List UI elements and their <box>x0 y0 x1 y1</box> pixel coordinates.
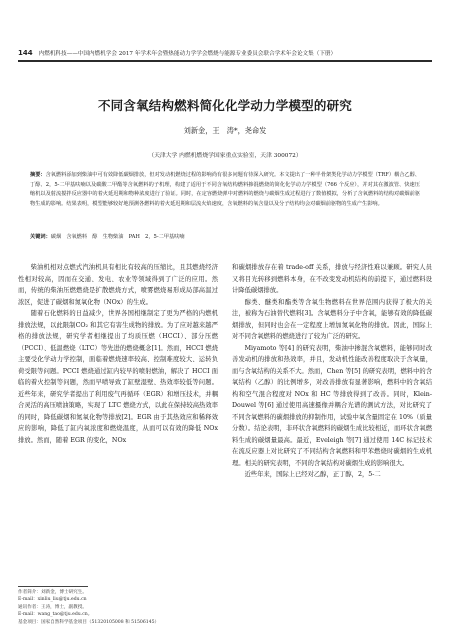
keywords-label: 关键词： <box>30 234 51 240</box>
footnote-line: 作者简介：刘新金，博士研究生。 <box>18 590 87 595</box>
abstract-text: 含氧燃料添加到柴油中可有效降低碳烟排放，但对发动机燃烧过程的影响尚有很多问题有待深入研究。本文提出了一种半骨架类化学动力学模型（TRF）耦合乙醇、丁醇、2，5-二甲基呋喃以及碳酸二甲酯等含氧燃料的子机理，构建了适用于不同含氧结构燃料掺混燃烧的简化化学动力学模型（766 个反应），并对其在激波管、快速压缩机以及射流搅拌反应器中的着火延迟期和物种浓度进行了验证。同时，在定容燃烧弹中对燃料的燃烧与碳烟生成过程进行了数值模拟，分析了含氧燃料的结构对碳烟前驱物生成的影响。结果表明，模型能够较好地预测各燃料的着火延迟期和层流火焰速度，含氧燃料的氧含量以及分子结构均会对碳烟前驱物的生成产生影响。 <box>30 172 420 207</box>
running-title: 内燃机科技——中国内燃机学会 2017 年学术年会暨热能动力学学会燃烧与能源专业委员会联合学术年会论文集（下册） <box>38 51 337 57</box>
running-header <box>18 46 432 60</box>
header-rule <box>18 60 432 62</box>
footnote-line: E-mail：wang_tao@tju.edu.cn。 <box>18 612 93 618</box>
right-paragraph: 近些年来，国际上已经对乙醇，正丁醇，2，5-二 <box>244 471 381 478</box>
keywords <box>30 233 420 242</box>
footnote-line: E-mail：xinliu_liu@tju.edu.cn <box>18 597 87 603</box>
keywords-text: 碳烟 含氧燃料 醇 生物柴油 PAH 2，5-二甲基呋喃 <box>50 234 185 240</box>
left-column <box>18 262 218 446</box>
right-paragraph: 醇类、醚类和酯类等含氧生物燃料在世界范围内获得了极大的关注，被称为石油替代燃料[3]。含氧燃料分子中含氧，能够有效的降低碳烟排放，但同时也会在一定程度上增加氮氧化物的排放。因此，国际上对不同含氧燃料的燃烧进行了较为广泛的研究。 <box>232 298 432 340</box>
right-paragraph: Miyamoto 等[4] 的研究表明，柴油中掺混含氧燃料，能够同时改善发动机的排放和热效率，并且，发动机性能改善程度取决于含氧量，而与含氧结构的关系不大。然而，Chen 等[5] 的研究表明，燃料中的含氧结构（乙醇）的比例增多，对改善排放有显著影响，燃料中的含氧结构和空气混合程度对 NOx 和 HC 等排放得到了改善。同时，Klein-Douwel 等[6] 通过使用高速摄像并耦合光谱的测试方法，对比研究了不同含氧燃料的碳烟排放的抑制作用，试验中氧含量固定在 10%（质量分数）。结论表明，非环状含氧燃料的碳烟生成比较相近，而环状含氧燃料生成的碳烟量最高。最近，Eveleigh 等[7] 通过使用 14C 标记技术在流反应器上对比研究了不同结构含氧燃料和甲苯燃烧时碳烟的生成机理。相关的研究表明，不同的含氧结构对碳烟生成的影响很大。 <box>232 344 432 467</box>
footnote-line: 基金项目：国家自然科学基金项目（51320105008 和 51506145） <box>18 619 160 625</box>
page-number: 144 <box>18 49 33 57</box>
abstract-label: 摘要： <box>30 172 46 178</box>
authors: 刘新金，王 涛*，尧命发 <box>183 126 267 135</box>
abstract <box>30 171 420 209</box>
paper-title: 不同含氧结构燃料简化化学动力学模型的研究 <box>97 98 352 113</box>
footnote-line: 通讯作者：王涛，博士，副教授。 <box>18 604 87 610</box>
right-paragraph: 和碳烟排放存在着 trade-off 关系，排放与经济性难以兼顾。研究人员又将目光转移到燃料本身，在不改变发动机结构的前提下，通过燃料设计降低碳烟排放。 <box>232 264 432 294</box>
affiliation: （天津大学 内燃机燃烧学国家重点实验室，天津 300072） <box>148 153 302 159</box>
footnote-rule <box>18 586 88 587</box>
footnotes <box>18 589 228 626</box>
right-column <box>232 262 432 481</box>
left-paragraph: 柴油机相对点燃式汽油机具有相比有较高的压缩比，且其燃烧经济性相对较高，因而在交通、发电、农业等领域得到了广泛的应用。然而，传统的柴油压燃燃烧是扩散燃烧方式，喷雾燃烧易形成局部高温过浓区，促进了碳烟和氮氧化物（NOx）的生成。 <box>18 264 218 306</box>
left-paragraph: 随着石化燃料的日益减少，世界各国相继制定了更为严格的内燃机排放法规，以此限制CO₂ 和其它有害生成物的排放。为了应对越来越严格的排放法规，研究学者相继提出了均质压燃（HCCI）、部分压燃（PCCI）、低温燃烧（LTC）等先进的燃烧概念[1]。然而，HCCI 燃烧主要受化学动力学控制，面临着燃烧速率较高、控制难度较大、运转负荷受限等问题。PCCI 燃烧通过缸内较早的喷射燃油，解决了 HCCI 面临的着火控制等问题，然而早喷导致了缸壁湿壁、热效率较低等问题。近些年来，研究学者提出了利用废气再循环（EGR）和增压技术，并耦合灵活的高压喷油策略，实现了 LTC 燃烧方式，以此在保持较高热效率的同时，降低碳烟和氮氧化物等排放[2]。EGR 由于其热效应和稀释效应的影响，降低了缸内氧浓度和燃烧温度，从而可以有效的降低 NOx 排放。然而，随着 EGR 的变化，NOx <box>18 310 218 444</box>
